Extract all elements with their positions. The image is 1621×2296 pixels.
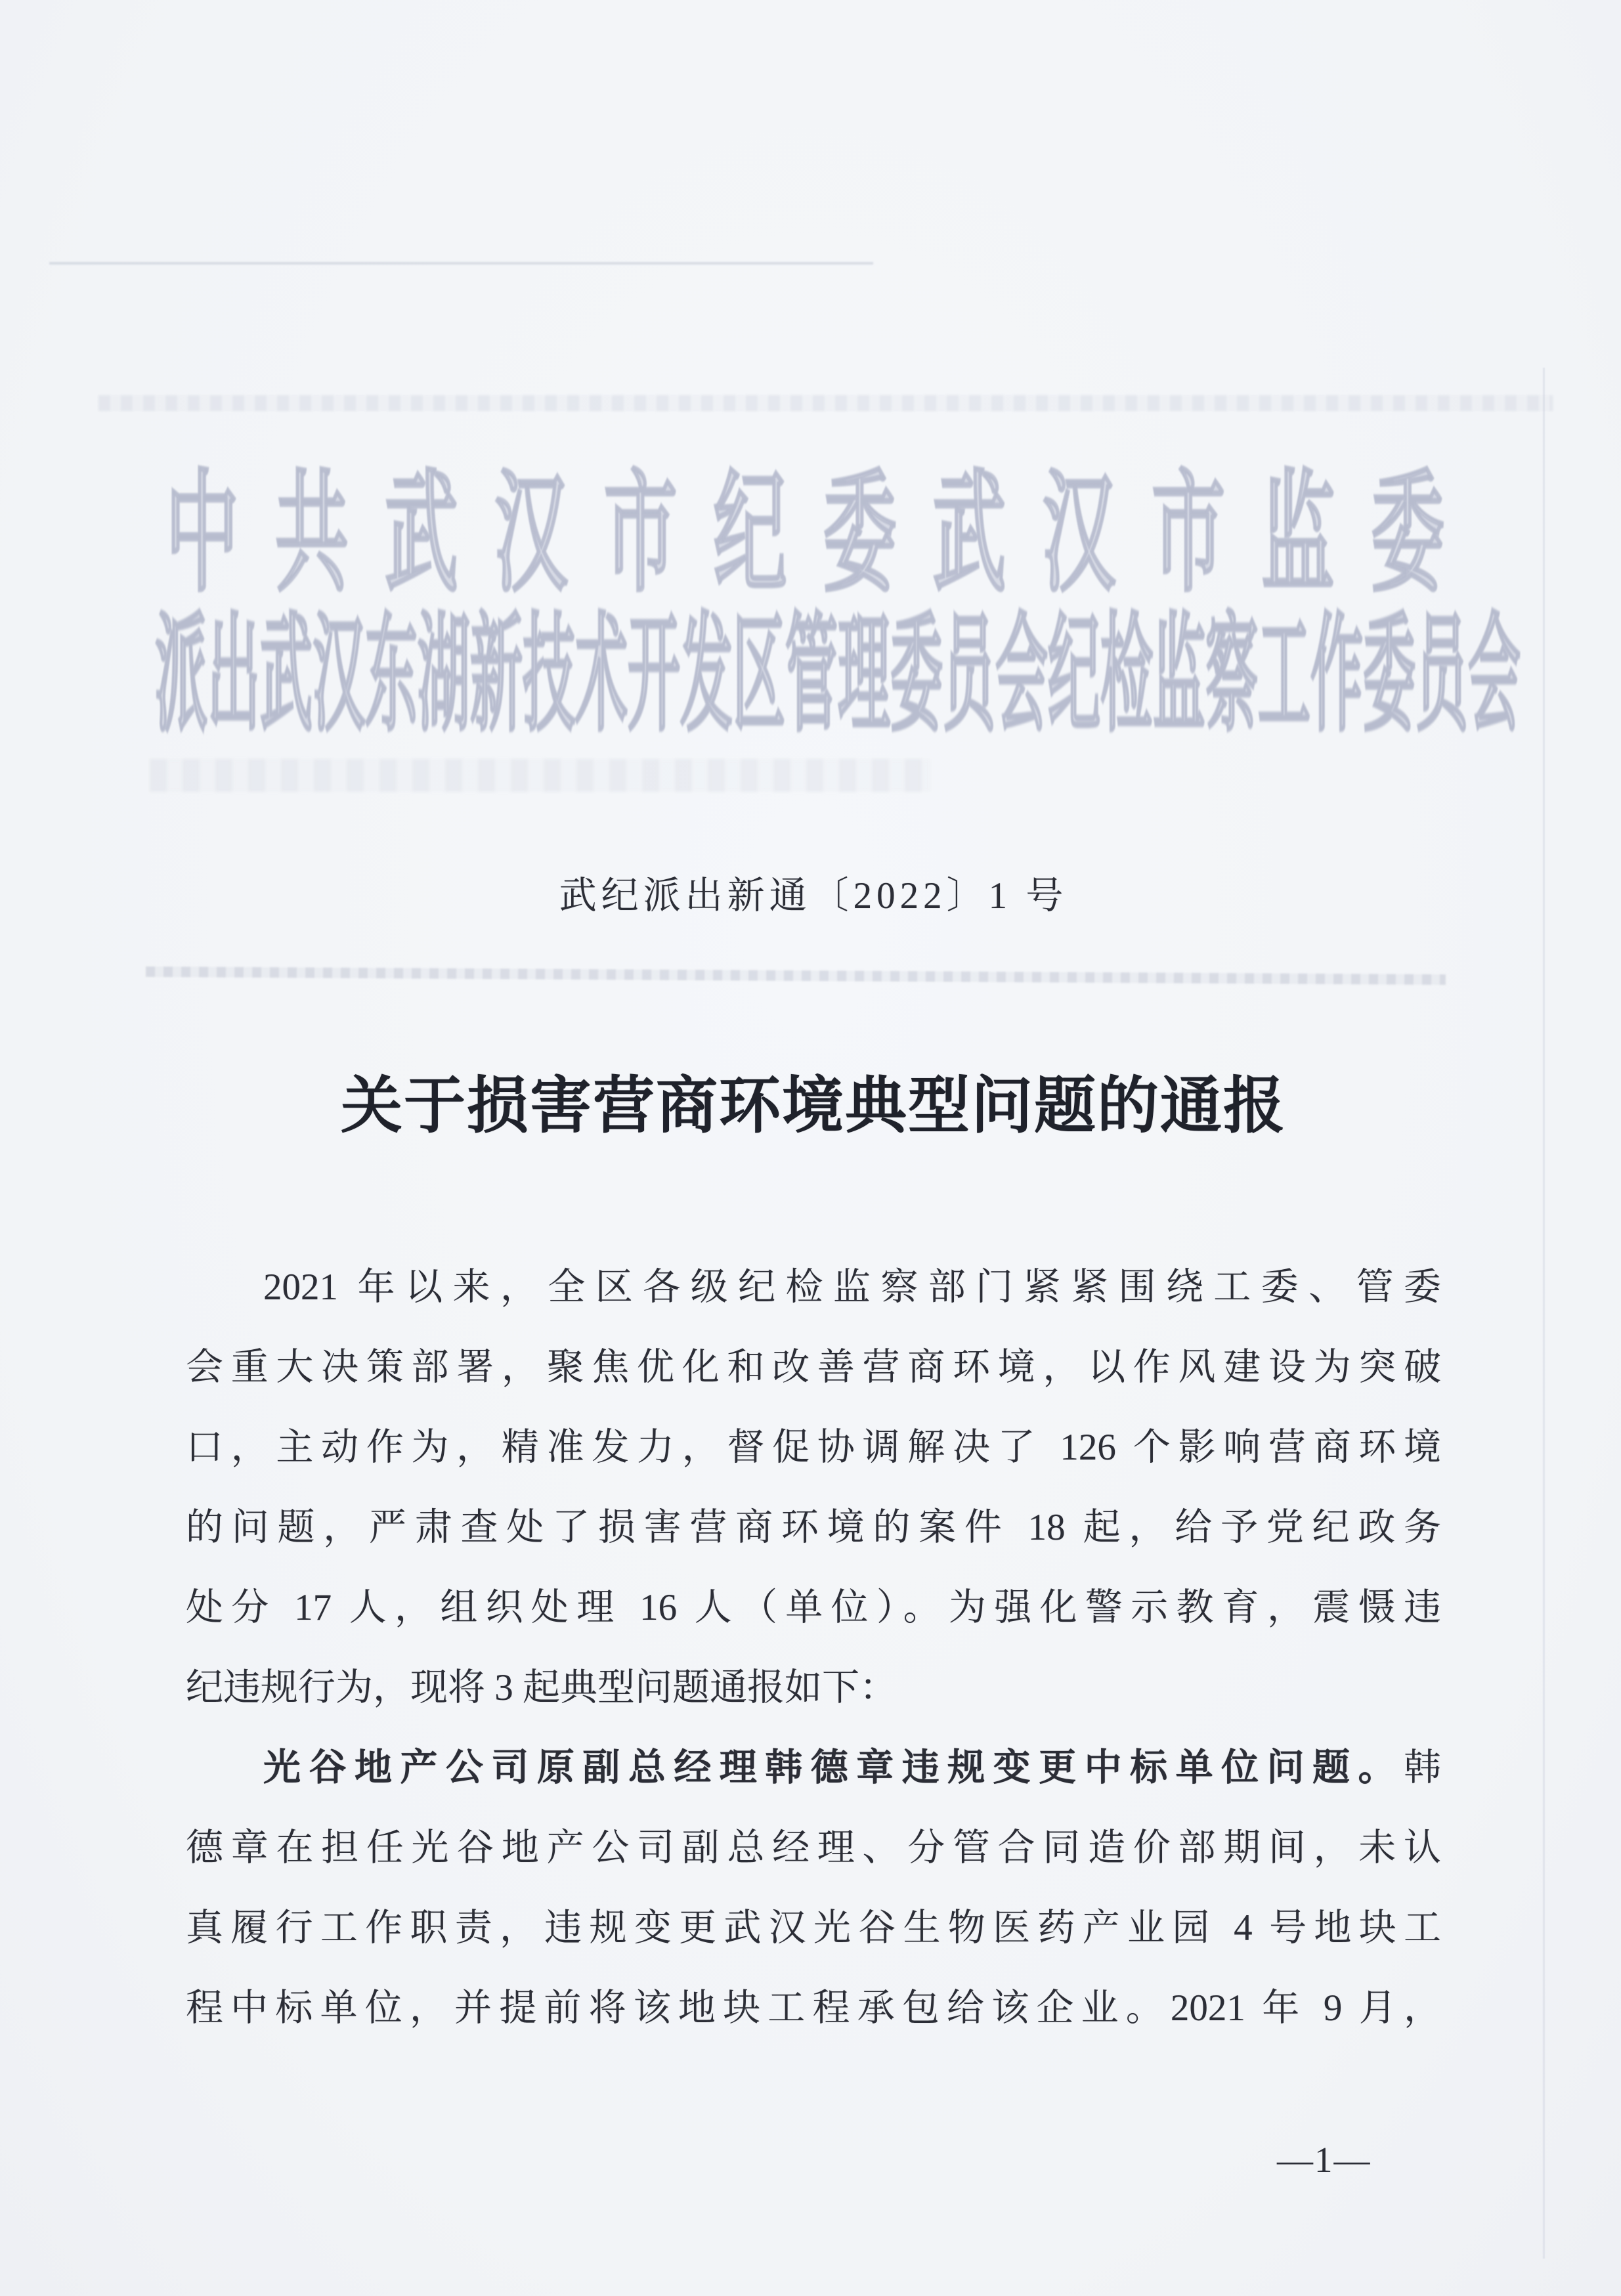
body-line-3: 口，主动作为，精准发力，督促协调解决了 126 个影响营商环境 xyxy=(186,1427,1441,1468)
paragraph-lead-rest: 韩 xyxy=(1404,1747,1441,1788)
body-line-6: 纪违规行为，现将 3 起典型问题通报如下： xyxy=(186,1667,897,1708)
scan-artifact-vertical-streak xyxy=(1543,368,1545,2259)
scan-artifact-smudge-streak xyxy=(146,966,1446,985)
paragraph-lead-bold: 光谷地产公司原副总经理韩德章违规变更中标单位问题。 xyxy=(263,1747,1404,1788)
body-line-10: 程中标单位，并提前将该地块工程承包给该企业。2021 年 9 月， xyxy=(186,1987,1441,2029)
body-line-9: 真履行工作职责，违规变更武汉光谷生物医药产业园 4 号地块工 xyxy=(186,1907,1441,1949)
body-line-1: 2021 年以来，全区各级纪检监察部门紧紧围绕工委、管委 xyxy=(263,1267,1441,1308)
document-number: 武纪派出新通〔2022〕1 号 xyxy=(559,875,1068,917)
scan-artifact-line xyxy=(49,262,873,265)
body-line-2: 会重大决策部署，聚焦优化和改善营商环境，以作风建设为突破 xyxy=(186,1347,1441,1388)
scan-artifact-bleed-band xyxy=(150,759,931,792)
body-line-4: 的问题，严肃查处了损害营商环境的案件 18 起，给予党纪政务 xyxy=(186,1507,1441,1548)
letterhead-line-1: 中 共 武 汉 市 纪 委 武 汉 市 监 委 xyxy=(165,462,1444,609)
document-title: 关于损害营商环境典型问题的通报 xyxy=(340,1072,1286,1140)
scan-artifact-bleed-band xyxy=(98,395,1553,411)
body-line-8: 德章在担任光谷地产公司副总经理、分管合同造价部期间，未认 xyxy=(186,1827,1441,1869)
document-body xyxy=(186,1247,1441,2048)
body-line-5: 处分 17 人，组织处理 16 人（单位）。为强化警示教育，震慑违 xyxy=(186,1587,1441,1628)
body-line-7 xyxy=(186,1728,1441,1808)
letterhead-line-2: 派 出 武 汉 东 湖 新 技 术 开 发 区 管 理 委 员 会 纪 检 监 察 工 作 委 员 会 xyxy=(155,606,1521,748)
page-number: —1— xyxy=(1277,2140,1372,2180)
